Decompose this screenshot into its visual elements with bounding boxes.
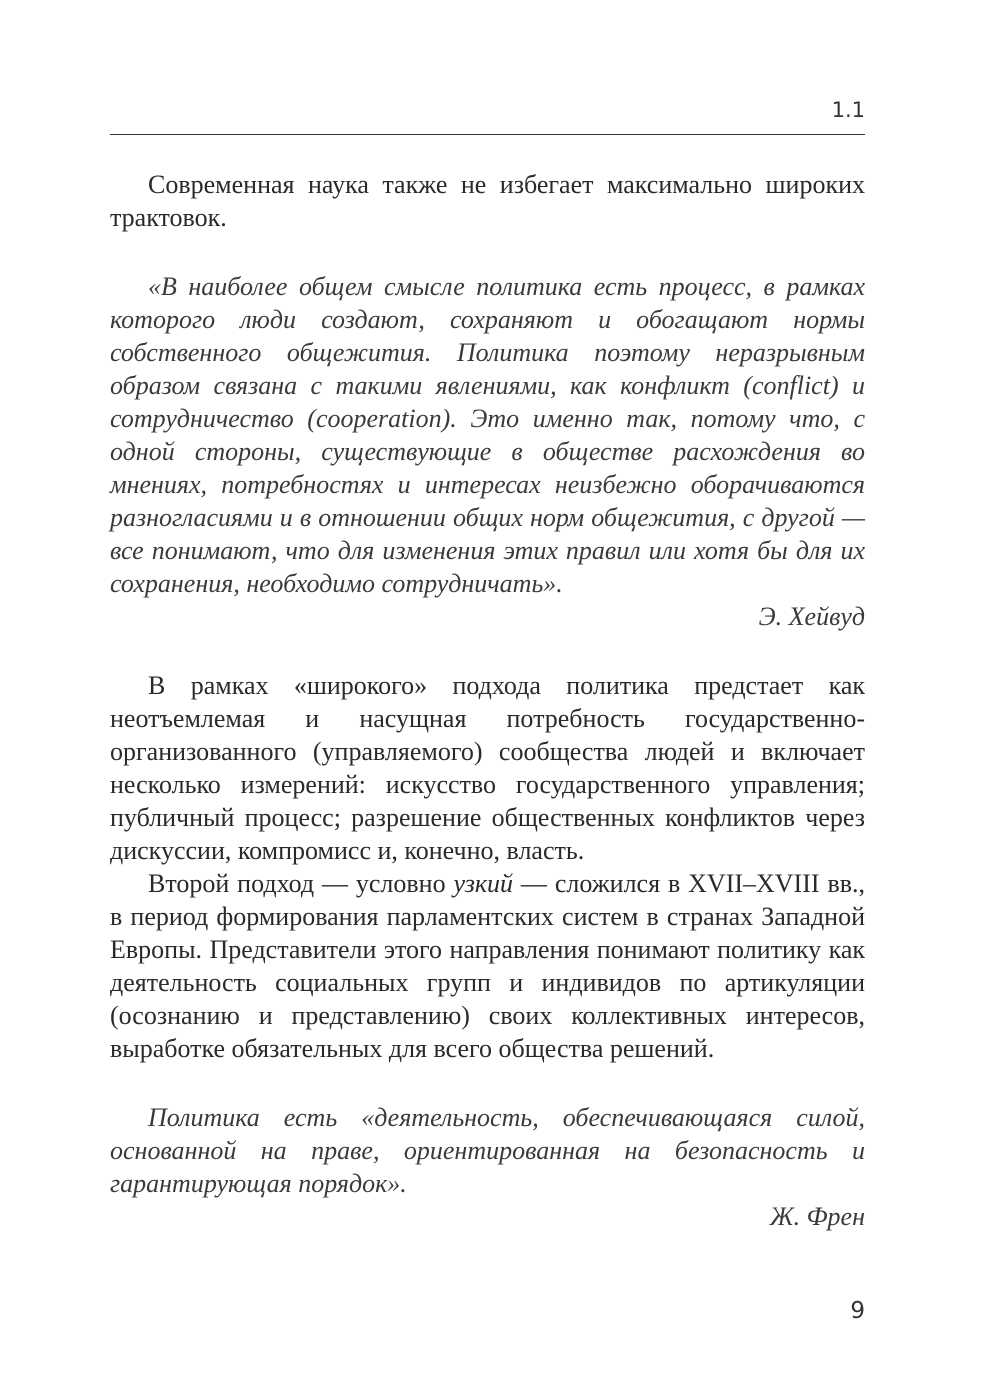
narrow-emphasis: узкий [453, 869, 514, 898]
broad-approach-paragraph: В рамках «широкого» подхода политика предстает как неотъемлемая и насущная потребность государственно-организованного (управляемого) сообщества людей и включает несколько измерений: искусство государственного управления; публичный процесс; разрешение общественных конфликтов через дискуссии, компромисс и, конечно, власть. [110, 671, 865, 865]
intro-paragraph: Современная наука также не избегает максимально широких трактовок. [110, 170, 865, 232]
heywood-quote: «В наиболее общем смысле политика есть процесс, в рамках которого люди создают, сохраняют и обогащают нормы собственного общежития. Политика поэтому неразрывным образом связана с такими явлениями, как конфликт (conflict) и сотрудничество (cooperation). Это именно так, потому что, с одной стороны, существующие в обществе расхождения во мнениях, потребностях и интересах неизбежно оборачиваются разногласиями и в отношении общих норм общежития, с другой — все понимают, что для изменения этих правил или хотя бы для их сохранения, необходимо сотрудничать». [110, 272, 865, 598]
freund-author: Ж. Френ [769, 1202, 865, 1231]
page-body [110, 168, 865, 1233]
freund-quote: Политика есть «деятельность, обеспечивающаяся силой, основанной на праве, ориентированная на безопасность и гарантирующая порядок». [110, 1103, 865, 1198]
section-number: 1.1 [831, 98, 865, 122]
header-divider [110, 134, 865, 135]
narrow-approach-paragraph [110, 867, 865, 1065]
narrow-text-start: Второй подход — условно [148, 869, 454, 898]
heywood-author: Э. Хейвуд [758, 602, 865, 631]
page-number: 9 [850, 1298, 865, 1324]
narrow-text-end: — сложился в XVII–XVIII вв., в период формирования парламентских систем в странах Западной Европы. Представители этого направления понимают политику как деятельность социальных групп и индивидов по артикуляции (осознанию и представлению) своих коллективных интересов, выработке обязательных для всего общества решений. [110, 869, 865, 1063]
